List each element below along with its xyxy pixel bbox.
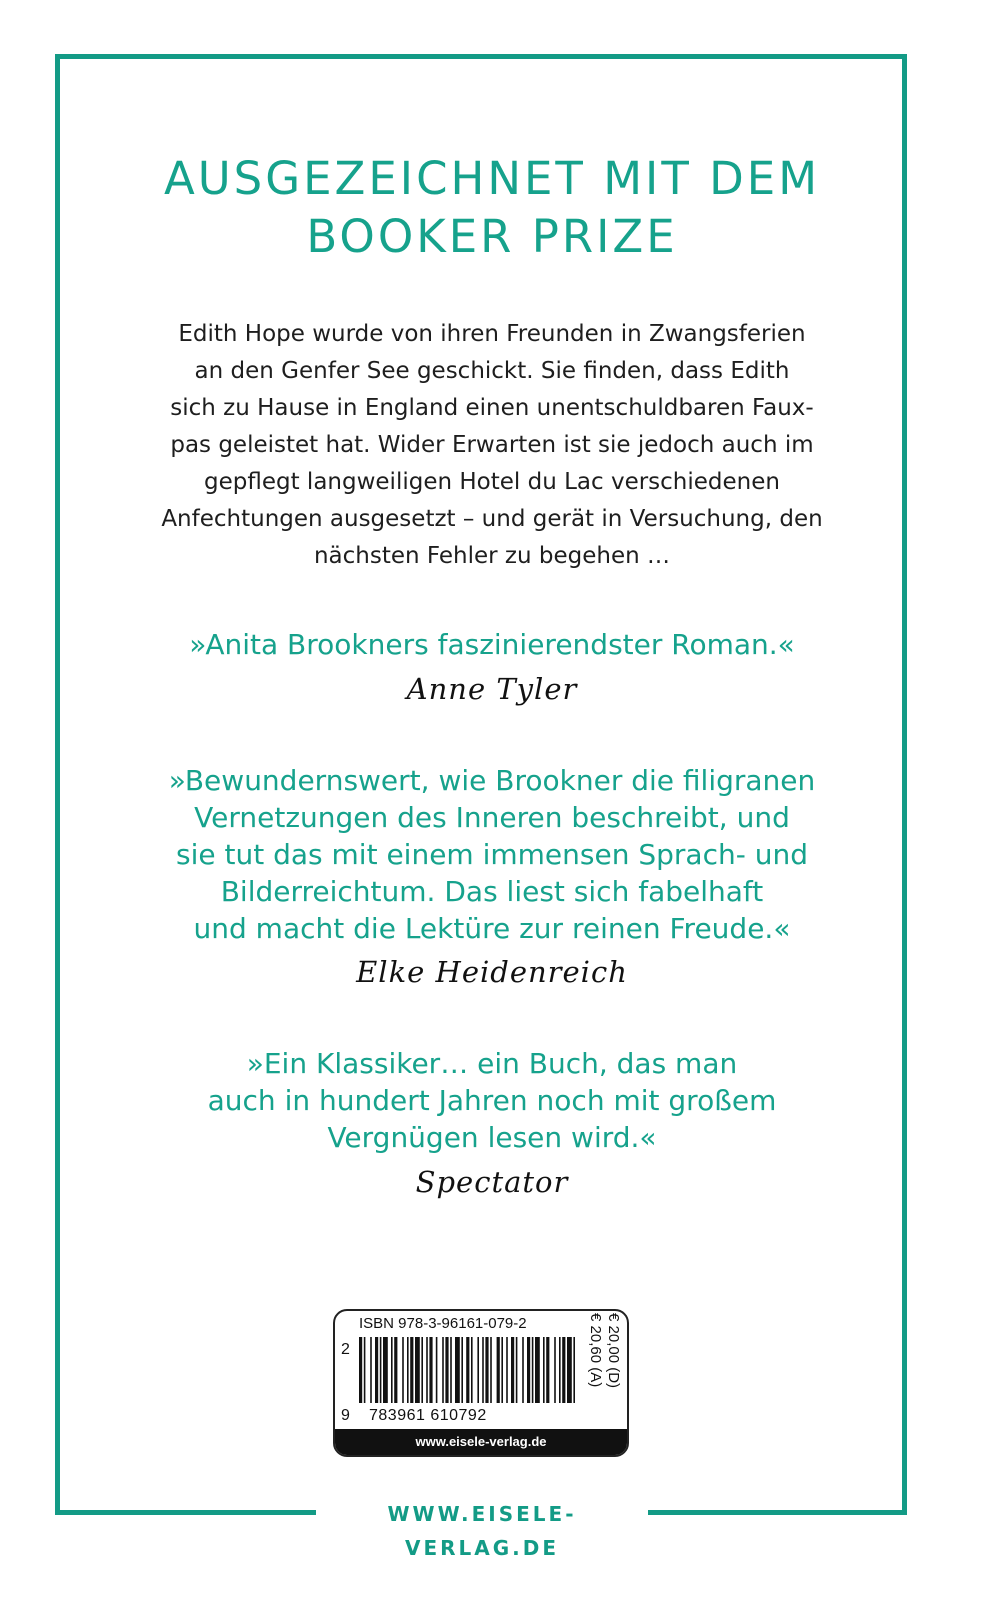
quote-line: sie tut das mit einem immensen Sprach- und	[176, 838, 808, 871]
blurb-line: pas geleistet hat. Wider Erwarten ist sie jedoch auch im	[170, 432, 814, 458]
barcode-bar	[383, 1337, 388, 1403]
barcode-bar	[559, 1337, 561, 1403]
barcode-bar	[410, 1337, 413, 1403]
isbn-barcode-label	[333, 1309, 629, 1457]
blurb-line: gepflegt langweiligen Hotel du Lac verschiedenen	[204, 469, 780, 495]
barcode-bar	[573, 1337, 575, 1403]
quote-author-3: Spectator	[415, 1165, 569, 1199]
barcode-bar	[445, 1337, 448, 1403]
barcode-first-digit: 9	[341, 1407, 350, 1424]
barcode-bar	[364, 1337, 366, 1403]
barcode-bar	[407, 1337, 409, 1403]
isbn-text: ISBN 978-3-96161-079-2	[359, 1315, 527, 1332]
barcode-bar	[461, 1337, 463, 1403]
barcode-bar	[421, 1337, 423, 1403]
quote-line: »Ein Klassiker… ein Buch, das man	[246, 1047, 738, 1080]
barcode-bar	[482, 1337, 484, 1403]
barcode-bar	[501, 1337, 503, 1403]
quote-line: »Anita Brookners faszinierendster Roman.«	[189, 628, 795, 661]
headline-line-1: AUSGEZEICHNET MIT DEM	[163, 152, 821, 205]
barcode-bar	[466, 1337, 469, 1403]
barcode-bar	[543, 1337, 545, 1403]
barcode-digits: 783961 610792	[369, 1407, 487, 1424]
barcode-addon-digit: 2	[341, 1341, 350, 1358]
barcode-bar	[562, 1337, 565, 1403]
price-germany: € 20,00 (D)	[605, 1313, 622, 1389]
barcode-bar	[455, 1337, 460, 1403]
blurb-line: sich zu Hause in England einen unentschuldbaren Faux-	[170, 395, 814, 421]
barcode-bar	[450, 1337, 452, 1403]
price-austria: € 20,60 (A)	[587, 1313, 604, 1388]
barcode-bar	[546, 1337, 549, 1403]
quote-author-2: Elke Heidenreich	[356, 955, 628, 989]
barcode-bar	[442, 1337, 444, 1403]
barcode-bar	[429, 1337, 432, 1403]
barcode-bar	[477, 1337, 479, 1403]
quote-line: auch in hundert Jahren noch mit großem	[207, 1084, 777, 1117]
quote-author-1: Anne Tyler	[406, 672, 578, 706]
price-block	[585, 1313, 625, 1425]
barcode-bar	[394, 1337, 397, 1403]
barcode-bar	[370, 1337, 372, 1403]
publisher-website: WWW.EISELE-VERLAG.DE	[387, 1502, 577, 1560]
quote-line: Vergnügen lesen wird.«	[327, 1121, 657, 1154]
headline-line-2: BOOKER PRIZE	[306, 210, 678, 263]
barcode-bar	[436, 1337, 438, 1403]
barcode-bar	[532, 1337, 534, 1403]
blurb-line: nächsten Fehler zu begehen …	[313, 543, 671, 569]
barcode-bar	[391, 1337, 393, 1403]
barcode-bar	[380, 1337, 382, 1403]
barcode-bar	[535, 1337, 540, 1403]
barcode-bar	[426, 1337, 428, 1403]
barcode-bar	[522, 1337, 524, 1403]
barcode-bar	[554, 1337, 556, 1403]
publisher-url-band: www.eisele-verlag.de	[335, 1429, 627, 1455]
barcode-bar	[471, 1337, 473, 1403]
barcode-bar	[375, 1337, 378, 1403]
barcode-bar	[359, 1337, 362, 1403]
barcode-bar	[490, 1337, 492, 1403]
blurb-line: Edith Hope wurde von ihren Freunden in Zwangsferien	[178, 321, 806, 347]
barcode-bar	[497, 1337, 500, 1403]
quote-line: Vernetzungen des Inneren beschreibt, und	[194, 801, 790, 834]
award-headline	[0, 150, 984, 266]
barcode-bar	[506, 1337, 508, 1403]
quote-line: Bilderreichtum. Das liest sich fabelhaft	[220, 875, 764, 908]
blurb-line: Anfechtungen ausgesetzt – und gerät in Versuchung, den	[161, 506, 823, 532]
barcode-bar	[516, 1337, 518, 1403]
barcode-bar	[402, 1337, 404, 1403]
review-quote-3	[0, 1045, 984, 1156]
review-quote-1	[0, 626, 984, 663]
barcode-bars	[359, 1337, 579, 1407]
book-blurb	[120, 316, 864, 575]
barcode-bar	[511, 1337, 514, 1403]
barcode-bar	[485, 1337, 488, 1403]
barcode-bar	[415, 1337, 420, 1403]
barcode-bar	[567, 1337, 572, 1403]
review-quote-2	[0, 762, 984, 947]
quote-line: und macht die Lektüre zur reinen Freude.«	[193, 912, 791, 945]
blurb-line: an den Genfer See geschickt. Sie finden, dass Edith	[194, 358, 790, 384]
quote-line: »Bewundernswert, wie Brookner die filigranen	[168, 764, 816, 797]
barcode-bar	[527, 1337, 530, 1403]
